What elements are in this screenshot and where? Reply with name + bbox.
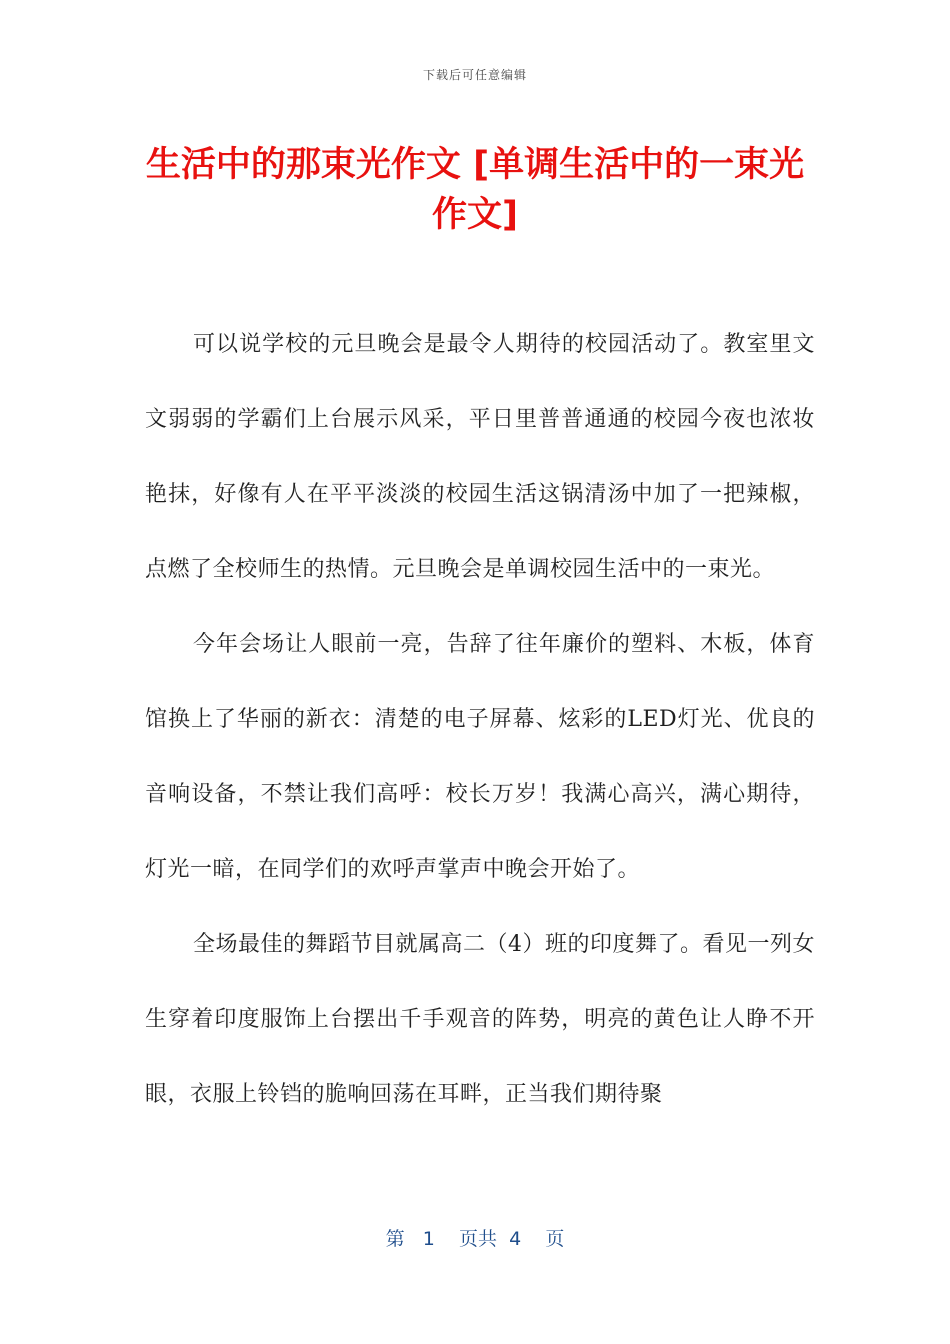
paragraph-3: 全场最佳的舞蹈节目就属高二（4）班的印度舞了。看见一列女生穿着印度服饰上台摆出千手观音的阵势，明亮的黄色让人睁不开眼，衣服上铃铛的脆响回荡在耳畔，正当我们期待聚: [145, 932, 815, 1107]
paragraph-1: 可以说学校的元旦晚会是最令人期待的校园活动了。教室里文文弱弱的学霸们上台展示风采，平日里普普通通的校园今夜也浓妆艳抹，好像有人在平平淡淡的校园生活这锅清汤中加了一把辣椒，点燃了全校师生的热情。元旦晚会是单调校园生活中的一束光。: [145, 332, 815, 582]
document-body: [145, 307, 815, 1132]
page-suffix: 页: [545, 1228, 565, 1250]
header-note: 下载后可任意编辑: [422, 68, 527, 82]
page-current: 1: [422, 1228, 435, 1250]
page-prefix: 第: [385, 1228, 405, 1250]
document-title: 生活中的那束光作文 [单调生活中的一束光作文]: [145, 145, 805, 235]
page-middle: 页共: [459, 1228, 498, 1250]
paragraph-2: 今年会场让人眼前一亮，告辞了往年廉价的塑料、木板，体育馆换上了华丽的新衣：清楚的电子屏幕、炫彩的LED灯光、优良的音响设备，不禁让我们高呼：校长万岁！我满心高兴，满心期待，灯光一暗，在同学们的欢呼声掌声中晚会开始了。: [145, 632, 815, 882]
page-footer: [0, 1224, 950, 1251]
page-total: 4: [509, 1228, 522, 1250]
